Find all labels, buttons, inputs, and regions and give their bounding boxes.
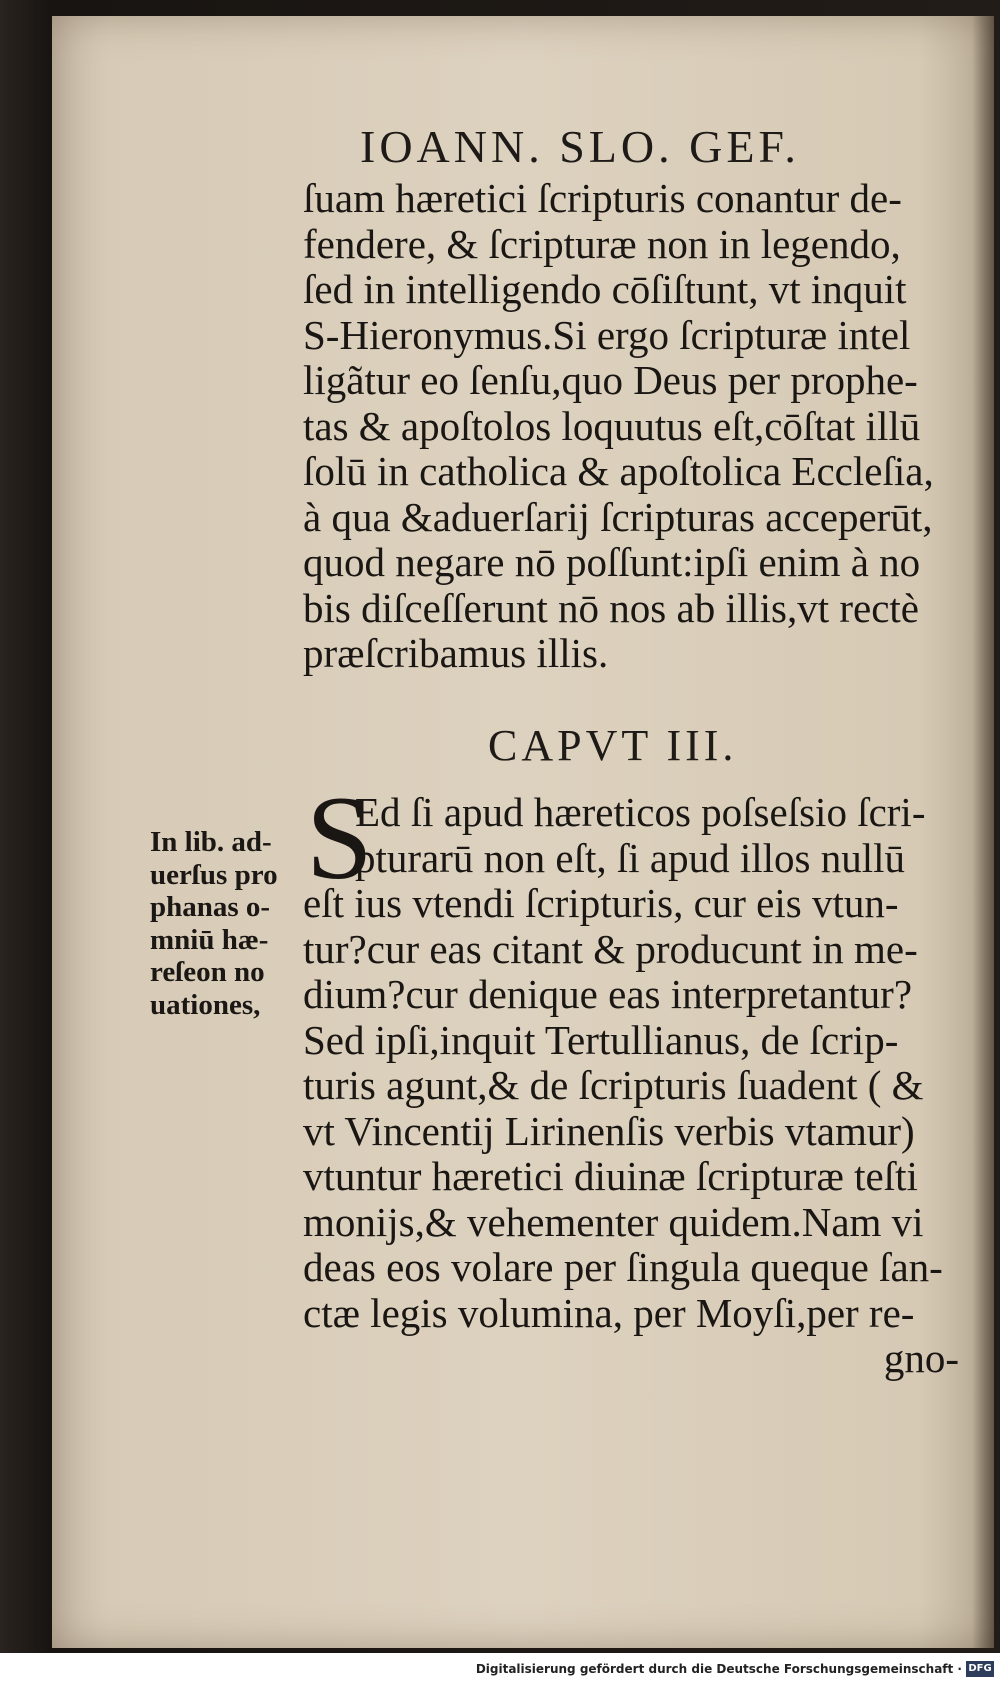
text-line: quod negare nō poſſunt:ipſi enim à no xyxy=(303,539,921,585)
marginal-note-line: phanas o- xyxy=(150,891,271,923)
catchword: gno- xyxy=(883,1335,959,1381)
text-line: tur?cur eas citant & producunt in me- xyxy=(303,925,918,972)
text-line: Ed ſi apud hæreticos poſseſsio ſcri- xyxy=(355,789,926,835)
text-line: præſcribamus illis. xyxy=(303,630,609,676)
text-line: vt Vincentij Lirinenſis verbis vtamur) xyxy=(303,1107,915,1154)
text-block-lower xyxy=(303,771,963,1382)
text-line: ſolū in catholica & apoſtolica Eccleſia, xyxy=(303,448,934,494)
text-line: Sed ipſi,inquit Tertullianus, de ſcrip- xyxy=(303,1016,899,1063)
text-line: ctæ legis volumina, per Moyſi,per re- xyxy=(303,1289,915,1336)
text-line: bis diſceſſerunt nō nos ab illis,vt rectè xyxy=(303,584,920,631)
drop-cap: S xyxy=(306,771,373,904)
chapter-heading: CAPVT III. xyxy=(488,721,738,770)
text-block-upper xyxy=(303,176,963,677)
text-line: ligãtur eo ſenſu,quo Deus per prophe- xyxy=(303,357,918,403)
dfg-logo-icon: DFG xyxy=(966,1661,994,1677)
text-line: pturarū non eſt, ſi apud illos nullū xyxy=(355,834,906,881)
marginal-note-line: In lib. ad- xyxy=(150,826,272,858)
marginal-note-line: uerſus pro xyxy=(150,858,278,891)
text-line: S-Hieronymus.Si ergo ſcripturæ intel xyxy=(303,311,911,358)
text-line: ſuam hæretici ſcripturis conantur de- xyxy=(303,175,902,221)
footer-bar xyxy=(0,1653,1000,1683)
text-line: eſt ius vtendi ſcripturis, cur eis vtun- xyxy=(303,880,899,926)
page-edge-shadow xyxy=(972,16,994,1648)
text-line: ſed in intelligendo cōſiſtunt, vt inquit xyxy=(303,266,907,312)
text-line: turis agunt,& de ſcripturis ſuadent ( & xyxy=(303,1062,924,1108)
marginal-note-line: reſeon no xyxy=(150,956,265,988)
marginal-note xyxy=(150,826,310,1021)
marginal-note-line: mniū hæ- xyxy=(150,923,269,956)
funding-credit: Digitalisierung gefördert durch die Deutsche Forschungsgemeinschaft · xyxy=(475,1662,962,1676)
text-line: tas & apoſtolos loquutus eſt,cōſtat illū xyxy=(303,402,921,449)
text-line: fendere, & ſcripturæ non in legendo, xyxy=(303,220,901,267)
marginal-note-line: uationes, xyxy=(150,988,261,1021)
text-line: dium?cur denique eas interpretantur? xyxy=(303,971,913,1017)
text-line: monijs,& vehementer quidem.Nam vi xyxy=(303,1198,924,1245)
text-line: vtuntur hæretici diuinæ ſcripturæ teſti xyxy=(303,1153,918,1199)
running-head: IOANN. SLO. GEF. xyxy=(360,121,800,172)
text-line: deas eos volare per ſingula queque ſan- xyxy=(303,1244,943,1290)
text-line: à qua &aduerſarij ſcripturas acceperūt, xyxy=(303,493,933,540)
